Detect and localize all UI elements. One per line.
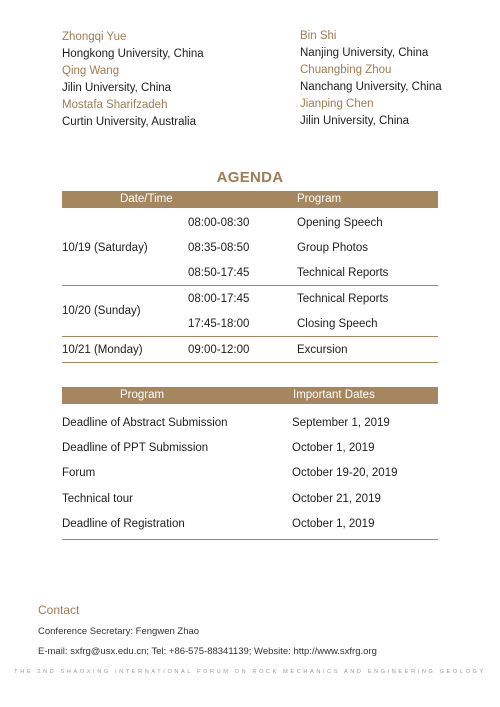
committee-member xyxy=(300,28,428,62)
member-name: Mostafa Sharifzadeh xyxy=(62,99,168,111)
agenda-program: Group Photos xyxy=(297,242,368,254)
agenda-program: Technical Reports xyxy=(297,293,389,305)
table-divider xyxy=(62,362,438,363)
dates-program: Deadline of Registration xyxy=(62,518,185,530)
dates-date: October 19-20, 2019 xyxy=(292,467,398,479)
dates-header-date: Important Dates xyxy=(293,389,375,401)
member-name: Jianping Chen xyxy=(300,98,374,110)
dates-date: October 1, 2019 xyxy=(292,518,375,530)
contact-title: Contact xyxy=(38,603,80,617)
agenda-header-program: Program xyxy=(297,193,342,205)
committee-member xyxy=(300,62,442,96)
agenda-time: 09:00-12:00 xyxy=(188,344,250,356)
contact-secretary: Conference Secretary: Fengwen Zhao xyxy=(38,626,200,637)
member-name: Qing Wang xyxy=(62,65,120,77)
dates-date: October 1, 2019 xyxy=(292,442,375,454)
dates-program: Deadline of Abstract Submission xyxy=(62,417,228,429)
agenda-program: Closing Speech xyxy=(297,318,378,330)
agenda-date: 10/21 (Monday) xyxy=(62,344,143,356)
agenda-time: 08:35-08:50 xyxy=(188,242,250,254)
committee-member xyxy=(62,29,204,63)
agenda-program: Technical Reports xyxy=(297,267,389,279)
committee-member xyxy=(300,96,409,130)
agenda-title: AGENDA xyxy=(216,169,284,186)
agenda-time: 08:50-17:45 xyxy=(188,267,250,279)
member-name: Bin Shi xyxy=(300,30,337,42)
dates-date: September 1, 2019 xyxy=(292,417,390,429)
agenda-header-datetime: Date/Time xyxy=(120,193,173,205)
member-name: Zhongqi Yue xyxy=(62,31,127,43)
dates-header-program: Program xyxy=(120,389,165,401)
dates-table-header xyxy=(62,387,438,404)
member-affiliation: Nanjing University, China xyxy=(300,47,429,59)
agenda-date: 10/19 (Saturday) xyxy=(62,242,148,254)
table-divider xyxy=(62,285,438,286)
member-affiliation: Jilin University, China xyxy=(300,115,410,127)
agenda-table-header xyxy=(62,191,438,208)
member-affiliation: Hongkong University, China xyxy=(62,48,204,60)
dates-date: October 21, 2019 xyxy=(292,493,381,505)
footer-text: THE 2ND SHAOXING INTERNATIONAL FORUM ON ROCK MECHANICS AND ENGINEERING GEOLOGY xyxy=(14,669,486,675)
agenda-date: 10/20 (Sunday) xyxy=(62,305,141,317)
dates-program: Deadline of PPT Submission xyxy=(62,442,209,454)
agenda-time: 08:00-08:30 xyxy=(188,217,250,229)
committee-member xyxy=(62,63,171,97)
member-affiliation: Jilin University, China xyxy=(62,82,172,94)
committee-member xyxy=(62,97,196,131)
agenda-time: 08:00-17:45 xyxy=(188,293,250,305)
table-divider xyxy=(62,539,438,540)
member-name: Chuangbing Zhou xyxy=(300,64,392,76)
agenda-program: Excursion xyxy=(297,344,348,356)
dates-program: Forum xyxy=(62,467,96,479)
contact-details: E-mail: sxfrg@usx.edu.cn; Tel: +86-575-88341139; Website: http://www.sxfrg.org xyxy=(38,646,377,657)
dates-program: Technical tour xyxy=(62,493,133,505)
member-affiliation: Curtin University, Australia xyxy=(62,116,196,128)
table-divider xyxy=(62,336,438,337)
member-affiliation: Nanchang University, China xyxy=(300,81,442,93)
agenda-time: 17:45-18:00 xyxy=(188,318,250,330)
agenda-program: Opening Speech xyxy=(297,217,383,229)
